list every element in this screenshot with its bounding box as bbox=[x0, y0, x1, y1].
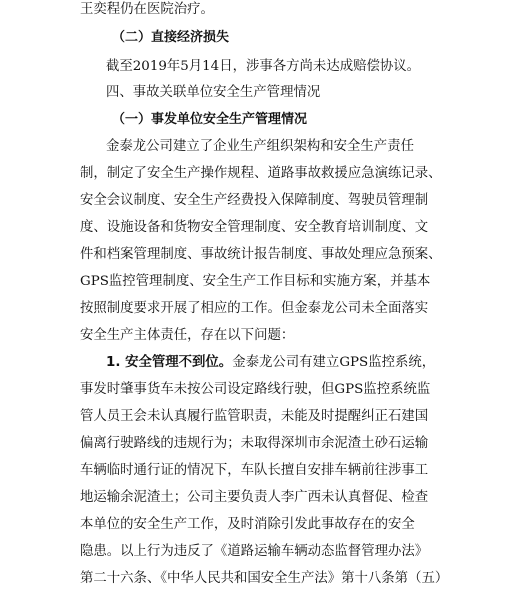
paragraph-line: GPS监控管理制度、安全生产工作目标和实施方案，并基本 bbox=[80, 274, 431, 289]
paragraph-line: 第二十六条、《中华人民共和国安全生产法》第十八条第（五） bbox=[80, 571, 449, 586]
paragraph-line: 车辆临时通行证的情况下，车队长擅自安排车辆前往涉事工 bbox=[80, 463, 429, 478]
paragraph-line: 按照制度要求开展了相应的工作。但金泰龙公司未全面落实 bbox=[80, 301, 429, 316]
paragraph-line: 安全会议制度、安全生产经费投入保障制度、驾驶员管理制 bbox=[80, 193, 429, 208]
paragraph-line: 件和档案管理制度、事故统计报告制度、事故处理应急预案、 bbox=[80, 247, 442, 262]
paragraph-line: 安全生产主体责任，存在以下问题： bbox=[80, 328, 295, 343]
section-heading-direct-loss: （二）直接经济损失 bbox=[112, 30, 230, 45]
paragraph-line: 截至2019年5月14日，涉事各方尚未达成赔偿协议。 bbox=[106, 59, 421, 74]
paragraph-line: 金泰龙公司建立了企业生产组织架构和安全生产责任 bbox=[106, 139, 414, 154]
paragraph-line: 事发时肇事货车未按公司设定路线行驶，但GPS监控系统监 bbox=[80, 382, 431, 397]
paragraph-line: 本单位的安全生产工作，及时消除引发此事故存在的安全 bbox=[80, 517, 415, 532]
item-1-text: 金泰龙公司有建立GPS监控系统， bbox=[232, 355, 436, 370]
paragraph-line: 地运输余泥渣土；公司主要负责人李广西未认真督促、检查 bbox=[80, 490, 429, 505]
subsection-heading: （一）事发单位安全生产管理情况 bbox=[112, 112, 308, 127]
paragraph-line: 隐患。以上行为违反了《道路运输车辆动态监督管理办法》 bbox=[80, 544, 429, 559]
item-1-heading: 1. 安全管理不到位。 bbox=[106, 355, 233, 370]
section-heading-safety-management: 四、事故关联单位安全生产管理情况 bbox=[106, 85, 321, 100]
paragraph-line: 王奕程仍在医院治疗。 bbox=[80, 2, 214, 17]
paragraph-line: 管人员王会未认真履行监管职责，未能及时提醒纠正石建国 bbox=[80, 409, 429, 424]
paragraph-line: 偏离行驶路线的违规行为；未取得深圳市余泥渣土砂石运输 bbox=[80, 436, 429, 451]
paragraph-line: 制，制定了安全生产操作规程、道路事故救援应急演练记录、 bbox=[80, 166, 442, 181]
paragraph-line: 度、设施设备和货物安全管理制度、安全教育培训制度、文 bbox=[80, 220, 429, 235]
paragraph-line-item-1 bbox=[106, 353, 435, 373]
